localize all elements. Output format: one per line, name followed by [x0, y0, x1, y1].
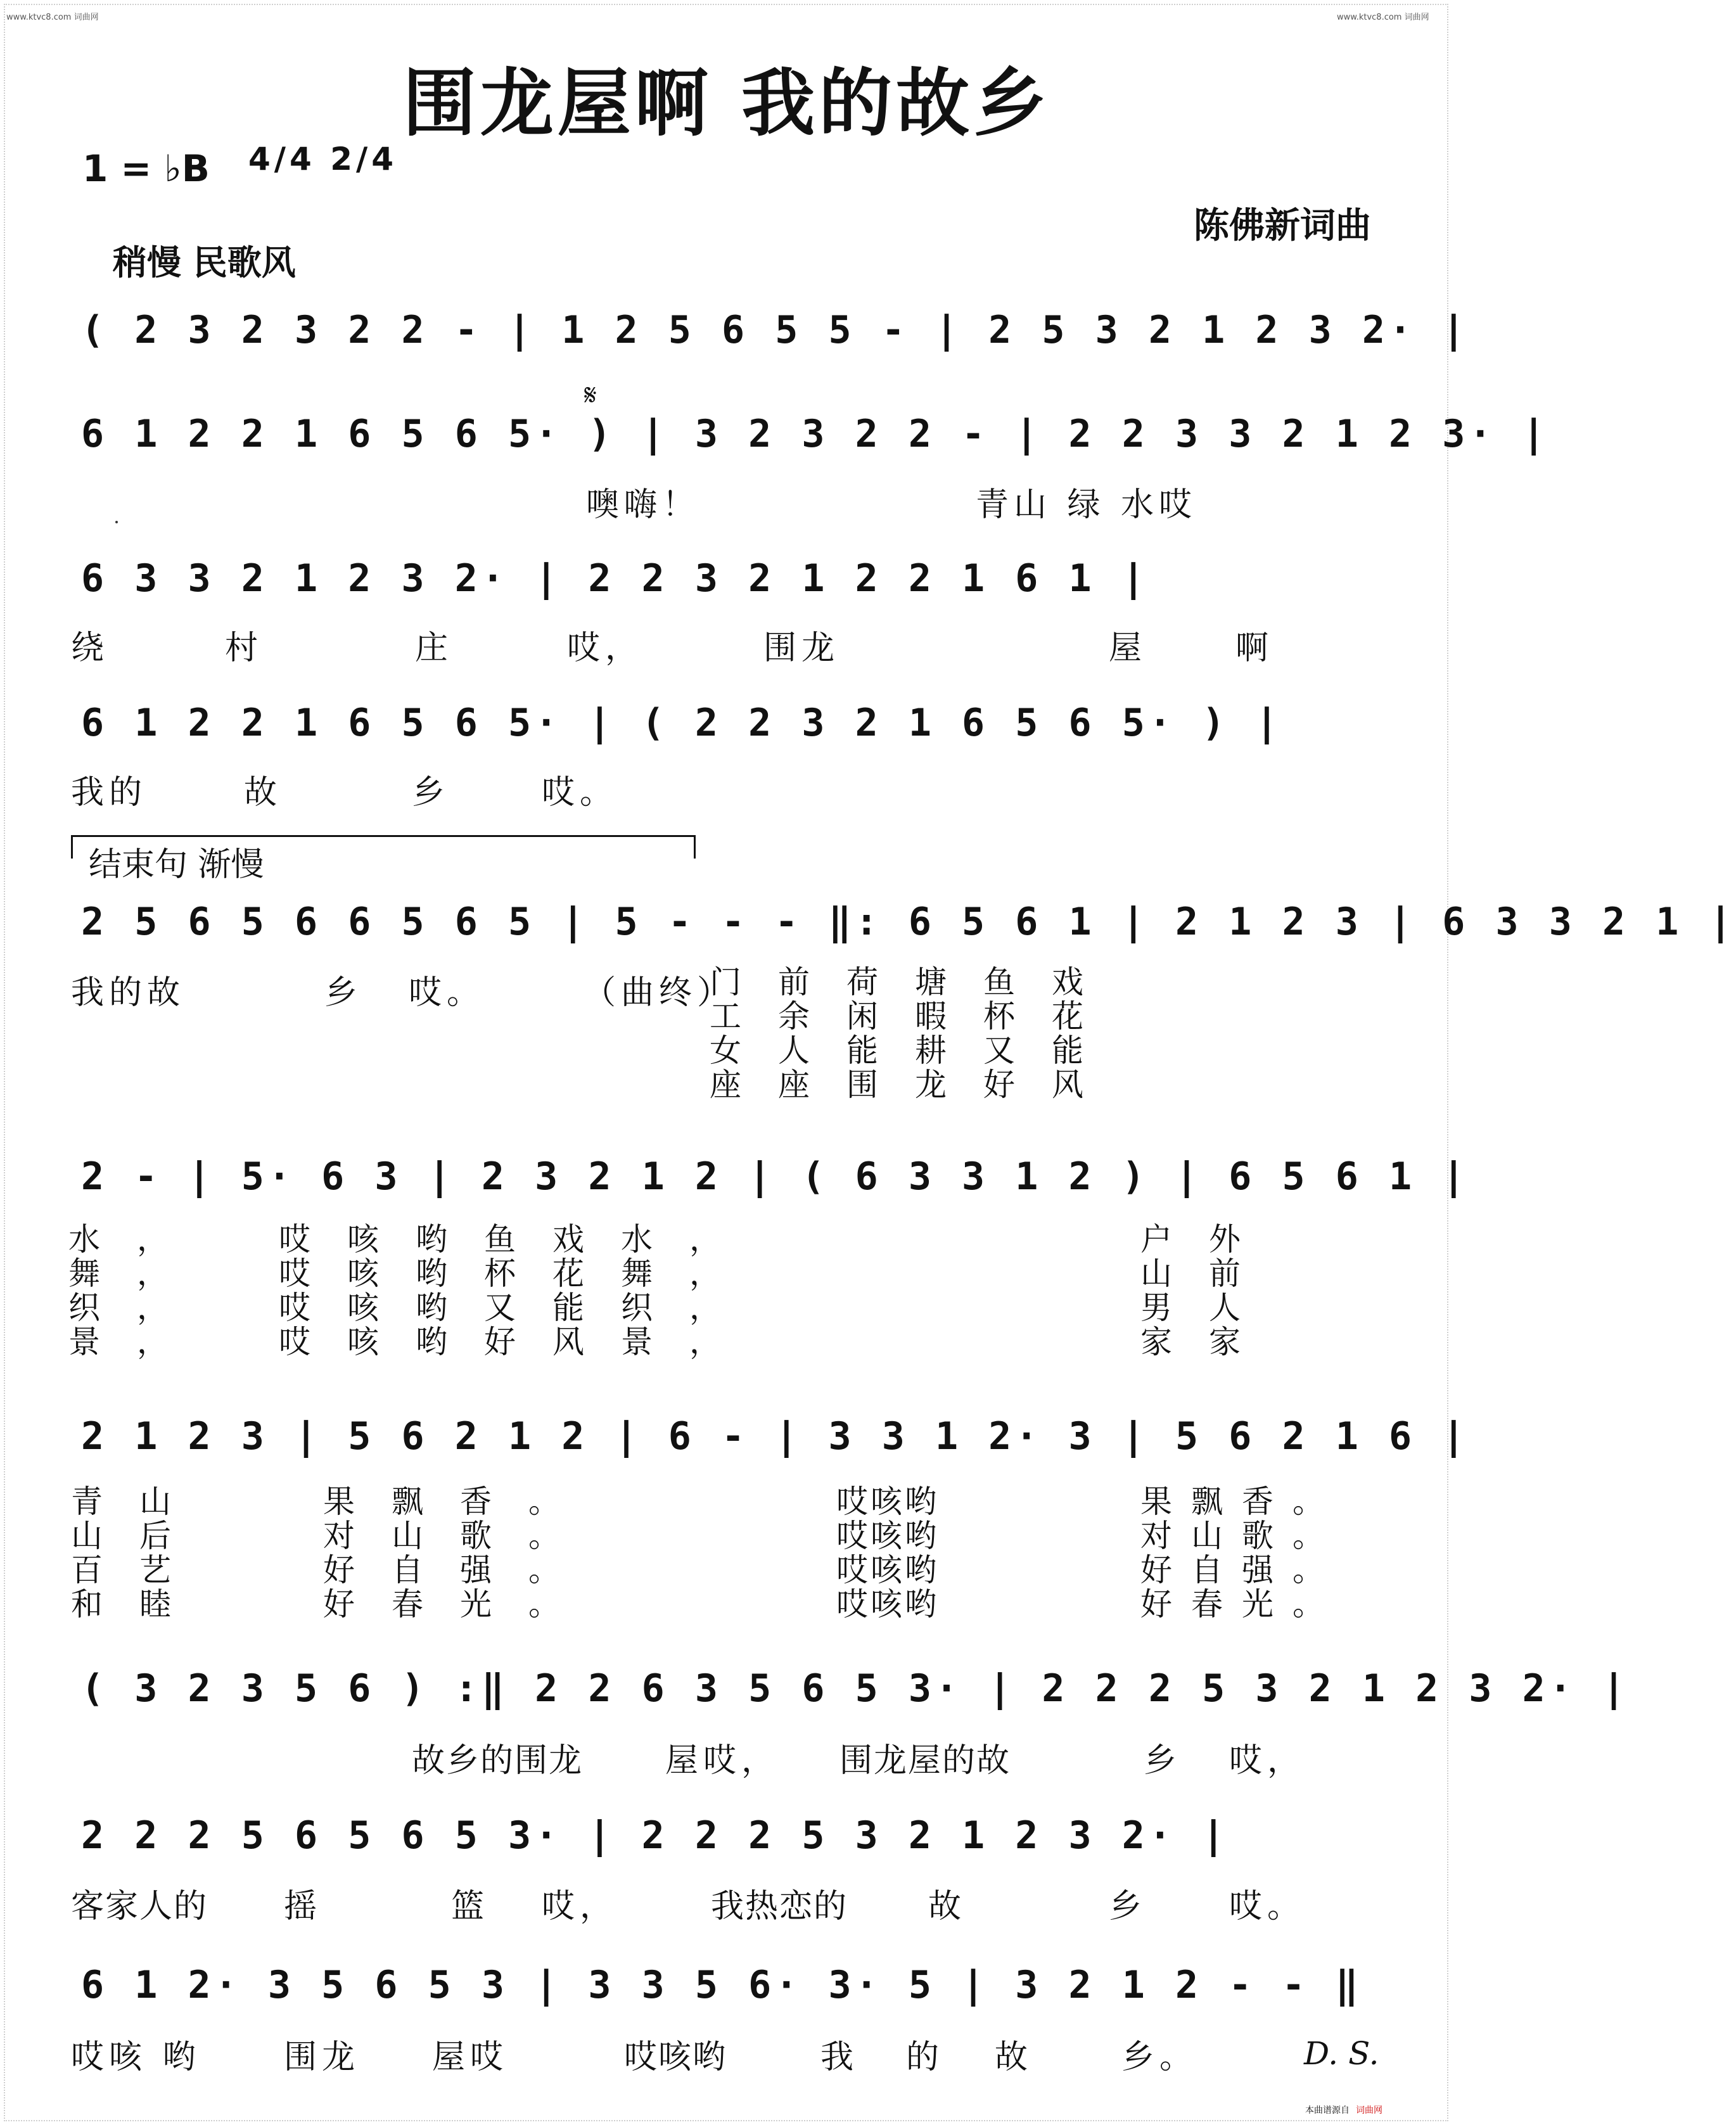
verse-line: 哎咳哟	[836, 1552, 939, 1588]
lyric: 屋哎，	[665, 1742, 780, 1780]
site-watermark-left: www.ktvc8.com 词曲网	[6, 13, 99, 22]
verse-line: 好春光。	[323, 1586, 597, 1623]
lyric: 我的	[71, 774, 148, 812]
notation-row	[0, 701, 1453, 764]
verse-line: 哎咳哟好风景，	[279, 1324, 758, 1360]
lyric: 围龙屋的故	[839, 1742, 1011, 1780]
lyric: 故	[995, 2038, 1033, 2076]
lyric-row	[0, 2030, 1453, 2093]
notation-row	[0, 1813, 1453, 1877]
footer-source: 本曲谱源自	[1305, 2105, 1350, 2116]
verse-line: 好自强。	[1140, 1552, 1343, 1588]
verse-line: 哎咳哟杯花舞，	[279, 1255, 758, 1292]
lyric: 屋哎	[432, 2038, 509, 2076]
song-title: 围龙屋啊 我的故乡	[402, 60, 1051, 146]
lyric: 乡	[412, 774, 450, 812]
verse-line: 哎咳哟	[836, 1517, 939, 1554]
lyric: 乡	[1109, 1887, 1147, 1926]
notation-line: ( 3 2 3 5 6 ) :‖ 2 2 6 3 5 6 5 3· | 2 2 2 5 3 2 1 2 3 2· |	[81, 1666, 1630, 1711]
verse-line: 青山	[71, 1483, 208, 1520]
notation-line: 2 - | 5· 6 3 | 2 3 2 1 2 | ( 6 3 3 1 2 ) | 6 5 6 1 |	[81, 1154, 1469, 1199]
lyric-row	[0, 1734, 1453, 1797]
verse-line: 果飘香。	[323, 1483, 597, 1520]
lyric: 哎。	[1229, 1887, 1306, 1926]
verse-line: 座座围龙好风	[710, 1066, 1120, 1103]
key-signature: 1 = ♭B	[82, 147, 210, 190]
notation-line: ( 2 3 2 3 2 2 - | 1 2 5 6 5 5 - | 2 5 3 2 1 2 3 2· |	[81, 308, 1469, 352]
verse-block	[0, 964, 1453, 1103]
lyric: 哎咳 哟	[71, 2038, 201, 2076]
lyric: 乡。	[1121, 2038, 1198, 2076]
lyric-row	[0, 1879, 1453, 1943]
verse-block	[0, 1483, 1453, 1623]
lyric: 我的故	[71, 974, 186, 1012]
lyric-row	[0, 478, 1453, 541]
lyric: 乡	[324, 974, 363, 1012]
verse-line: 哎咳哟	[836, 1586, 939, 1623]
lyric: 哎，	[1229, 1742, 1306, 1780]
lyric: 摇	[284, 1887, 322, 1926]
verse-line: 果飘香。	[1140, 1483, 1343, 1520]
lyric: 哎。	[409, 974, 485, 1012]
decorative-dot	[115, 521, 118, 523]
notation-line: 2 2 2 5 6 5 6 5 3· | 2 2 2 5 3 2 1 2 3 2· |	[81, 1813, 1229, 1858]
verse-line: 百艺	[71, 1552, 208, 1588]
notation-line: 6 1 2· 3 5 6 5 3 | 3 3 5 6· 3· 5 | 3 2 1 2 - - ‖	[81, 1963, 1362, 2007]
footer-credit	[1305, 2104, 1382, 2116]
segno-sign: 𝄋	[584, 378, 597, 412]
verse-line: 山前	[1140, 1255, 1277, 1292]
verse-line: 哎咳哟又能织，	[279, 1289, 758, 1326]
lyric: 哎，	[567, 629, 644, 667]
notation-line: 6 3 3 2 1 2 3 2· | 2 2 3 2 1 2 2 1 6 1 |	[81, 556, 1149, 601]
verse-line: 景，	[68, 1324, 205, 1360]
lyric: 围龙	[284, 2038, 361, 2076]
verse-line: 好春光。	[1140, 1586, 1343, 1623]
footer-brand-logo: 词曲网	[1356, 2105, 1382, 2116]
verse-line: 门前荷塘鱼戏	[710, 964, 1120, 1000]
verse-line: 好自强。	[323, 1552, 597, 1588]
lyric: 我	[820, 2038, 859, 2076]
dal-segno-marking: D. S.	[1304, 2035, 1379, 2072]
verse-line: 水，	[68, 1221, 205, 1258]
lyric: 的	[906, 2038, 945, 2076]
verse-line: 户外	[1140, 1221, 1277, 1258]
lyric: 客家人的	[71, 1887, 208, 1926]
verse-line: 哎咳哟	[836, 1483, 939, 1520]
tempo-marking: 稍慢 民歌风	[113, 243, 296, 283]
notation-line: 6 1 2 2 1 6 5 6 5· ) | 3 2 3 2 2 - | 2 2 3 3 2 1 2 3· |	[81, 412, 1549, 456]
lyric: 哎。	[542, 774, 618, 812]
lyric-row	[0, 621, 1453, 684]
site-watermark-right: www.ktvc8.com 词曲网	[1337, 13, 1429, 22]
notation-line: 6 1 2 2 1 6 5 6 5· | ( 2 2 3 2 1 6 5 6 5· ) |	[81, 701, 1282, 745]
verse-line: 男人	[1140, 1289, 1277, 1326]
notation-row	[0, 1154, 1469, 1218]
lyric: 青山 绿 水哎	[976, 486, 1197, 524]
notation-row	[0, 412, 1549, 475]
author-credit: 陈佛新词曲	[1194, 205, 1371, 246]
lyric: 庄	[415, 629, 454, 667]
lyric-row	[0, 765, 1453, 829]
lyric: 屋	[1109, 629, 1147, 667]
verse-line: 和睦	[71, 1586, 208, 1623]
lyric: 村	[225, 629, 264, 667]
verse-line: 家家	[1140, 1324, 1277, 1360]
notation-line: 2 1 2 3 | 5 6 2 1 2 | 6 - | 3 3 1 2· 3 | 5 6 2 1 6 |	[81, 1414, 1469, 1459]
lyric: 啊	[1235, 629, 1274, 667]
notation-row	[0, 556, 1453, 620]
lyric: 篮	[451, 1887, 490, 1926]
lyric: 绕	[71, 629, 110, 667]
lyric: （曲终）	[583, 974, 736, 1012]
verse-block	[0, 1221, 1453, 1360]
verse-line: 对山歌。	[323, 1517, 597, 1554]
notation-row	[0, 1666, 1630, 1730]
verse-line: 工余闲暇杯花	[710, 998, 1120, 1035]
verse-line: 织，	[68, 1289, 205, 1326]
lyric: 乡	[1144, 1742, 1182, 1780]
notation-row	[0, 900, 1736, 963]
lyric: 噢嗨！	[586, 486, 701, 524]
lyric: 故乡的围龙	[412, 1742, 584, 1780]
lyric: 哎，	[542, 1887, 618, 1926]
lyric: 故	[928, 1887, 967, 1926]
lyric: 围龙	[763, 629, 840, 667]
verse-line: 对山歌。	[1140, 1517, 1343, 1554]
time-signature: 4/4 2/4	[248, 141, 398, 177]
verse-line: 哎咳哟鱼戏水，	[279, 1221, 758, 1258]
verse-line: 山后	[71, 1517, 208, 1554]
notation-row	[0, 1414, 1469, 1478]
lyric: 哎咳哟	[624, 2038, 727, 2076]
notation-line: 2 5 6 5 6 6 5 6 5 | 5 - - - ‖: 6 5 6 1 | 2 1 2 3 | 6 3 3 2 1 |	[81, 900, 1736, 944]
notation-row	[0, 1963, 1453, 2026]
notation-row	[0, 308, 1469, 371]
lyric: 故	[244, 774, 283, 812]
lyric: 我热恋的	[711, 1887, 848, 1926]
verse-line: 女人能耕又能	[710, 1032, 1120, 1069]
ending-bracket-label: 结束句 渐慢	[89, 846, 264, 884]
verse-line: 舞，	[68, 1255, 205, 1292]
